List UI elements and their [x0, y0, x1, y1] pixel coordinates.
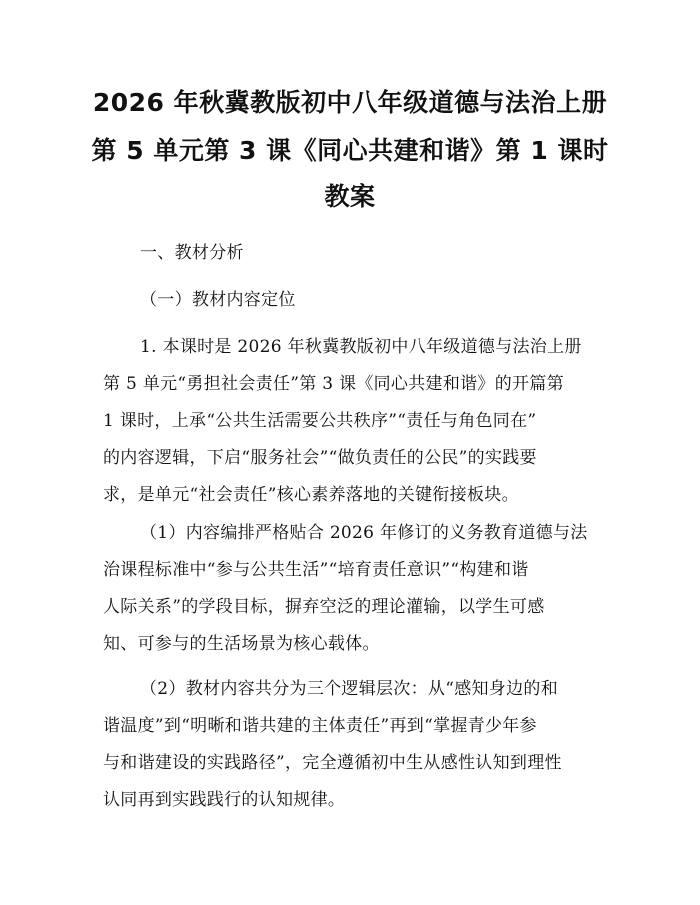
paragraph-1-line-5: 求，是单元“社会责任”核心素养落地的关键衔接板块。 [103, 485, 519, 505]
paragraph-2-line-1: （1）内容编排严格贴合 2026 年修订的义务教育道德与法 [140, 523, 588, 543]
section-subheading: （一）教材内容定位 [140, 290, 296, 310]
document-title-line-2: 第 5 单元第 3 课《同心共建和谐》第 1 课时 [91, 136, 609, 165]
paragraph-3-line-2: 谐温度”到“明晰和谐共建的主体责任”再到“掌握青少年参 [103, 716, 537, 736]
paragraph-1-line-4: 的内容逻辑，下启“服务社会”“做负责任的公民”的实践要 [103, 448, 537, 468]
section-heading: 一、教材分析 [140, 243, 244, 263]
paragraph-1-line-2: 第 5 单元“勇担社会责任”第 3 课《同心共建和谐》的开篇第 [103, 374, 564, 394]
document-title-line-3: 教案 [324, 182, 376, 211]
document-title-line-1: 2026 年秋冀教版初中八年级道德与法治上册 [92, 88, 608, 117]
paragraph-3-line-3: 与和谐建设的实践路径”，完全遵循初中生从感性认知到理性 [103, 753, 562, 773]
paragraph-2-line-3: 人际关系”的学段目标，摒弃空泛的理论灌输，以学生可感 [103, 597, 545, 617]
paragraph-1-line-3: 1 课时，上承“公共生活需要公共秩序”“责任与角色同在” [103, 411, 537, 431]
paragraph-2-line-2: 治课程标准中“参与公共生活”“培育责任意识”“构建和谐 [103, 560, 529, 580]
paragraph-3-line-4: 认同再到实践践行的认知规律。 [103, 790, 346, 810]
paragraph-3-line-1: （2）教材内容共分为三个逻辑层次：从“感知身边的和 [140, 679, 559, 699]
paragraph-2-line-4: 知、可参与的生活场景为核心载体。 [103, 634, 380, 654]
paragraph-1-line-1: 1. 本课时是 2026 年秋冀教版初中八年级道德与法治上册 [140, 337, 582, 357]
